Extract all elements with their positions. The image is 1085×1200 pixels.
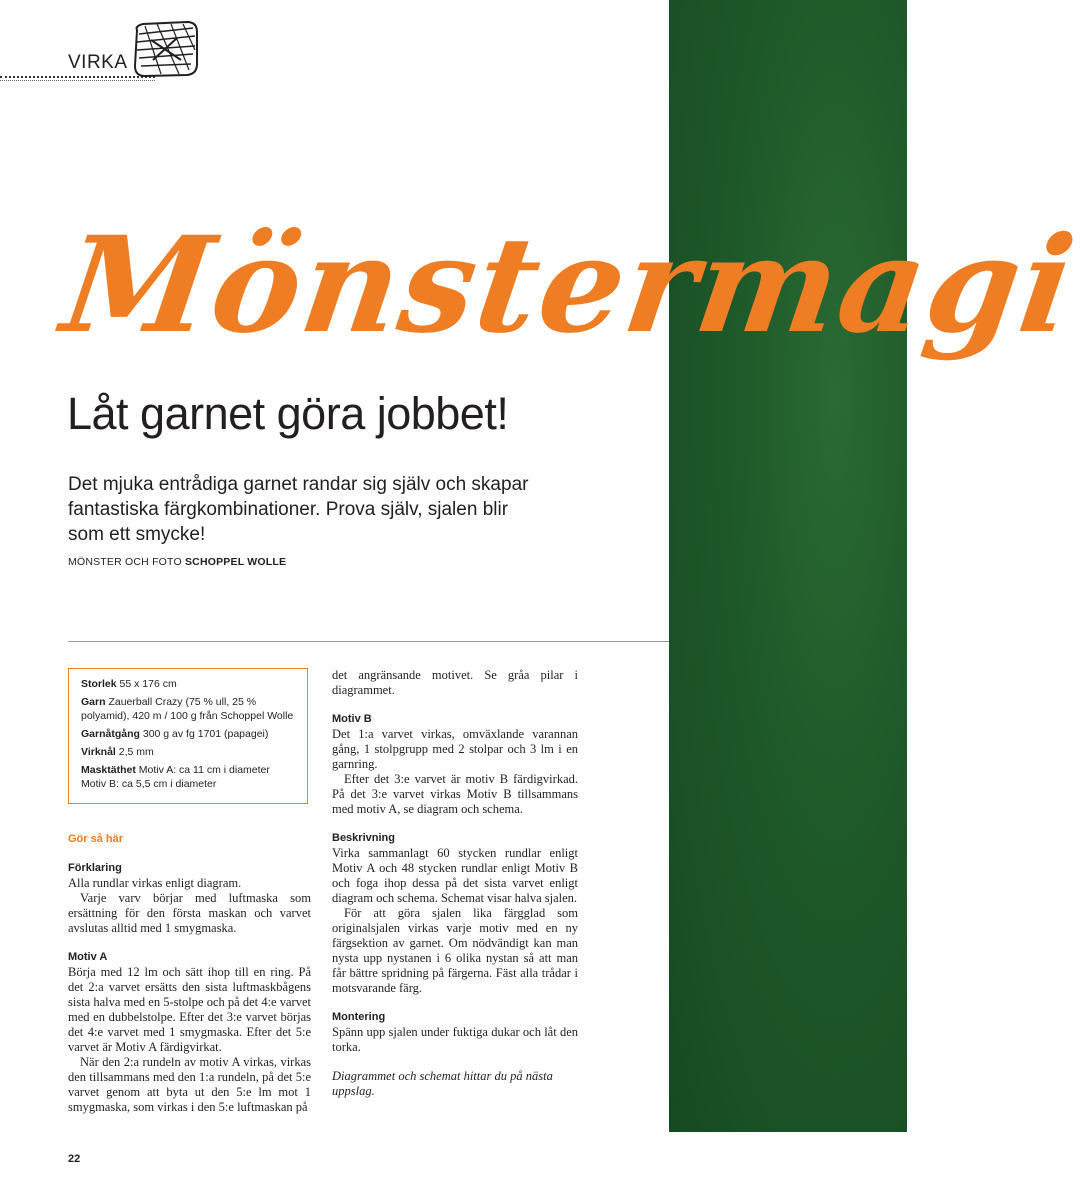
header-dotted-rule-2 xyxy=(0,80,155,81)
motiv-b-heading: Motiv B xyxy=(332,713,372,725)
motiv-a-heading: Motiv A xyxy=(68,951,108,963)
green-photo-panel xyxy=(669,0,907,1132)
instructions-heading: Gör så här xyxy=(68,833,124,845)
forklaring-p1: Alla rundlar virkas enligt diagram. xyxy=(68,876,242,890)
beskrivning-p2: För att göra sjalen lika färgglad som originalsjalen virkas varje motiv med en ny färgsektion av garnet. Om nödvändigt kan man nysta upp nystanen i 6 olika nystan så att man får bättre spridning på färgerna. Fäst alla trådar i motsvarande färg. xyxy=(332,906,578,995)
credit-line xyxy=(68,556,286,568)
spec-hook xyxy=(81,745,297,759)
text-column-1 xyxy=(68,832,311,1115)
motiv-b-p2: Efter det 3:e varvet är motiv B färdigvirkad. På det 3:e varvet virkas Motiv B tillsammans med motiv A, se diagram och schema. xyxy=(332,772,578,816)
montering-heading: Montering xyxy=(332,1011,386,1023)
spec-label: Virknål xyxy=(81,746,116,758)
page-number: 22 xyxy=(68,1153,81,1165)
spec-value: 55 x 176 cm xyxy=(119,678,177,690)
spec-value: 300 g av fg 1701 (papagei) xyxy=(142,728,269,740)
spec-value: Zauerball Crazy (75 % ull, 25 % polyamid), 420 m / 100 g från Schoppel Wolle xyxy=(81,696,294,722)
forklaring-p2: Varje varv börjar med luftmaska som ersättning för den första maskan och varvet avslutas alltid med 1 smygmaska. xyxy=(68,891,311,935)
spec-value: Motiv A: ca 11 cm i diameter Motiv B: ca 5,5 cm i diameter xyxy=(81,764,270,790)
motiv-b-p1: Det 1:a varvet virkas, omväxlande varannan gång, 1 stolpgrupp med 2 stolpar och 3 lm i en garnring. xyxy=(332,727,578,771)
credit-name: SCHOPPEL WOLLE xyxy=(184,556,287,568)
headline-script-title: Mönstermagi xyxy=(54,208,1085,363)
subtitle: Låt garnet göra jobbet! xyxy=(67,388,509,439)
lead-paragraph: Det mjuka entrådiga garnet randar sig själv och skapar fantastiska färgkombinationer. Prova själv, sjalen blir som ett smycke! xyxy=(68,474,529,545)
text-column-2-flow xyxy=(332,668,578,1099)
spec-yarn-amount xyxy=(81,727,297,741)
spec-label: Garnåtgång xyxy=(81,728,140,740)
credit-prefix: MÖNSTER OCH FOTO xyxy=(68,556,182,568)
spec-yarn xyxy=(81,695,297,723)
forklaring-heading: Förklaring xyxy=(68,862,122,874)
section-label: VIRKA xyxy=(68,52,128,73)
beskrivning-heading: Beskrivning xyxy=(332,832,395,844)
spec-label: Storlek xyxy=(81,678,117,690)
diagram-note: Diagrammet och schemat hittar du på nästa uppslag. xyxy=(332,1069,553,1098)
spec-box xyxy=(68,668,308,804)
yarn-ball-icon xyxy=(131,20,201,78)
motiv-a-p2-continued: det angränsande motivet. Se gråa pilar i diagrammet. xyxy=(332,668,578,697)
beskrivning-p1: Virka sammanlagt 60 stycken rundlar enligt Motiv A och 48 stycken rundlar enligt Motiv B och foga ihop dessa på det sista varvet enligt diagram och schema. Schemat visar halva sjalen. xyxy=(332,846,578,905)
spec-label: Garn xyxy=(81,696,106,708)
divider-rule xyxy=(68,641,669,642)
spec-label: Masktäthet xyxy=(81,764,136,776)
motiv-a-p2: När den 2:a rundeln av motiv A virkas, virkas den tillsammans med den 1:a rundeln, på det 5:e varvet genom att byta ut den 5:e lm mot 1 smygmaska, som virkas i den 5:e luftmaskan på xyxy=(68,1055,311,1114)
motiv-a-p1: Börja med 12 lm och sätt ihop till en ring. På det 2:a varvet ersätts den sista luftmaskbågens sista halva med en 5-stolpe och på det 4:e varvet med en dubbelstolpe. Efter det 3:e varvet börjas det 4:e varvet med 1 smygmaska. Efter det 5:e varvet är Motiv A färdigvirkat. xyxy=(68,965,311,1054)
spec-size xyxy=(81,677,297,691)
spec-value: 2,5 mm xyxy=(118,746,154,758)
spec-gauge xyxy=(81,763,297,791)
montering-p1: Spänn upp sjalen under fuktiga dukar och låt den torka. xyxy=(332,1025,578,1054)
